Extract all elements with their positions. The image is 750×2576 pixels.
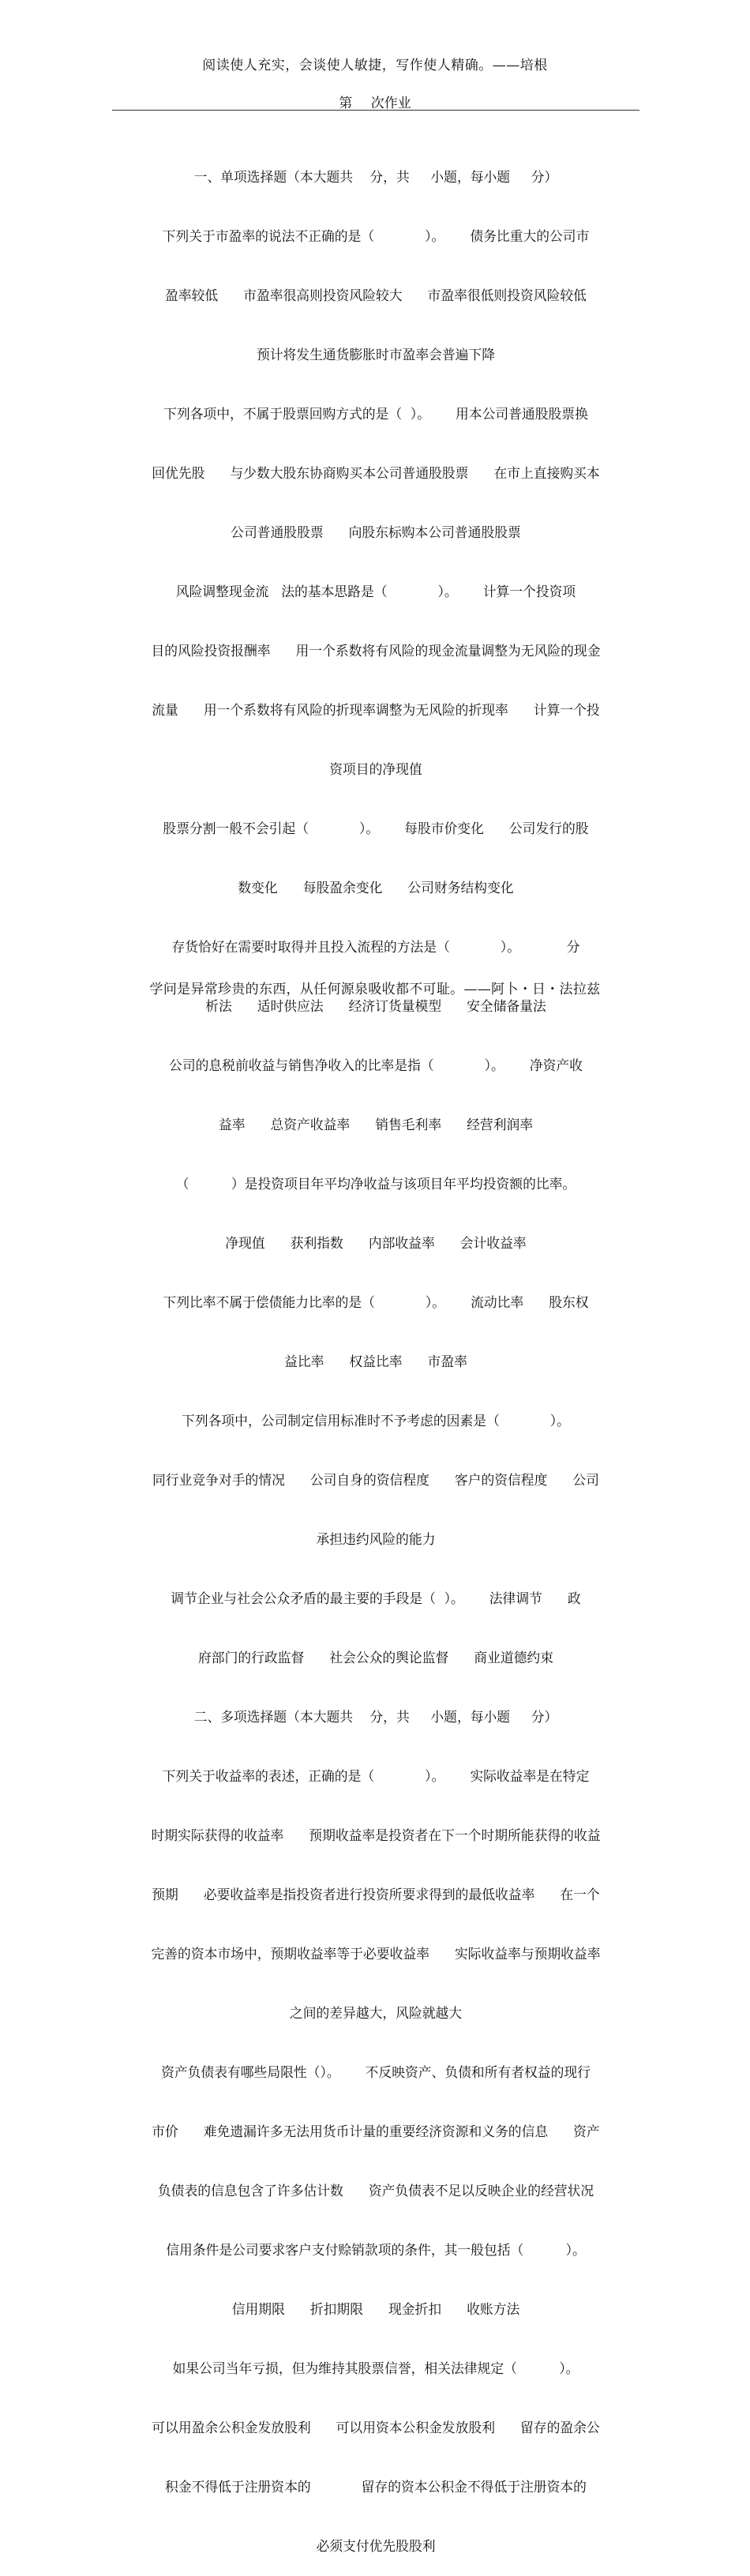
- section-heading-single-choice: 一、单项选择题（本大题共 分，共 小题，每小题 分）: [193, 169, 558, 185]
- body-line: 下列比率不属于偿债能力比率的是（ ）。 流动比率 股东权: [163, 1294, 589, 1310]
- body-line: 信用条件是公司要求客户支付赊销款项的条件，其一般包括（ ）。: [166, 2242, 586, 2258]
- body-line: 承担违约风险的能力: [316, 1531, 436, 1547]
- body-line: 同行业竞争对手的情况 公司自身的资信程度 客户的资信程度 公司: [152, 1472, 599, 1488]
- body-line: 下列关于收益率的表述，正确的是（ ）。 实际收益率是在特定: [162, 1768, 590, 1784]
- body-line: 股票分割一般不会引起（ ）。 每股市价变化 公司发行的股: [163, 820, 589, 836]
- body-line: 调节企业与社会公众矛盾的最主要的手段是（ ）。 法律调节 政: [171, 1590, 581, 1606]
- body-line: 公司的息税前收益与销售净收入的比率是指（ ）。 净资产收: [169, 1057, 583, 1073]
- body-line: 负债表的信息包含了许多估计数 资产负债表不足以反映企业的经营状况: [157, 2183, 594, 2199]
- body-line: 必须支付优先股股利: [316, 2538, 436, 2554]
- body-line: 可以用盈余公积金发放股利 可以用资本公积金发放股利 留存的盈余公: [152, 2420, 600, 2435]
- body-line: 之间的差异越大，风险就越大: [289, 2005, 463, 2021]
- body-line: 回优先股 与少数大股东协商购买本公司普通股股票 在市上直接购买本: [152, 465, 600, 481]
- body-line: 市价 难免遗漏许多无法用货币计量的重要经济资源和义务的信息 资产: [152, 2124, 600, 2139]
- body-line: 益率 总资产收益率 销售毛利率 经营利润率: [218, 1117, 534, 1132]
- body-line: 下列各项中，公司制定信用标准时不予考虑的因素是（ ）。: [182, 1413, 570, 1429]
- body-line: 预期 必要收益率是指投资者进行投资所要求得到的最低收益率 在一个: [152, 1887, 600, 1902]
- document-body: [117, 128, 635, 2576]
- body-line: 资产负债表有哪些局限性（）。 不反映资产、负债和所有者权益的现行: [161, 2064, 591, 2080]
- body-line: （ ）是投资项目年平均净收益与该项目年平均投资额的比率。: [175, 1176, 576, 1192]
- body-line: 完善的资本市场中，预期收益率等于必要收益率 实际收益率与预期收益率: [151, 1946, 601, 1962]
- body-line: 府部门的行政监督 社会公众的舆论监督 商业道德约束: [198, 1650, 553, 1665]
- document-title: 第 次作业: [339, 96, 411, 111]
- title-divider: [112, 110, 639, 111]
- body-line: 目的风险投资报酬率 用一个系数将有风险的现金流量调整为无风险的现金: [151, 643, 601, 659]
- body-line: 净现值 获利指数 内部收益率 会计收益率: [225, 1235, 527, 1251]
- body-line: 存货恰好在需要时取得并且投入流程的方法是（ ）。 分: [171, 939, 580, 955]
- body-line: 风险调整现金流 法的基本思路是（ ）。 计算一个投资项: [175, 584, 576, 599]
- body-line: 流量 用一个系数将有风险的折现率调整为无风险的折现率 计算一个投: [152, 702, 600, 718]
- section-heading-multiple-choice: 二、多项选择题（本大题共 分，共 小题，每小题 分）: [193, 1709, 558, 1725]
- body-line: 资项目的净现值: [329, 761, 422, 777]
- body-line: 析法 适时供应法 经济订货量模型 安全储备量法: [205, 998, 546, 1014]
- footer-quote: 学问是异常珍贵的东西，从任何源泉吸收都不可耻。——阿卜・日・法拉兹: [149, 982, 601, 997]
- body-line: 益比率 权益比率 市盈率: [284, 1354, 467, 1369]
- header-quote: 阅读使人充实，会谈使人敏捷，写作使人精确。——培根: [202, 58, 548, 73]
- body-line: 数变化 每股盈余变化 公司财务结构变化: [238, 880, 514, 896]
- body-line: 如果公司当年亏损，但为维持其股票信誉，相关法律规定（ ）。: [172, 2360, 579, 2376]
- body-line: 积金不得低于注册资本的 留存的资本公积金不得低于注册资本的: [165, 2479, 587, 2495]
- body-line: 预计将发生通货膨胀时市盈率会普遍下降: [256, 347, 496, 362]
- body-line: 下列关于市盈率的说法不正确的是（ ）。 债务比重大的公司市: [162, 228, 590, 244]
- body-line: 时期实际获得的收益率 预期收益率是投资者在下一个时期所能获得的收益: [151, 1827, 601, 1843]
- body-line: 公司普通股股票 向股东标购本公司普通股股票: [231, 524, 521, 540]
- body-line: 盈率较低 市盈率很高则投资风险较大 市盈率很低则投资风险较低: [165, 287, 587, 303]
- body-line: 信用期限 折扣期限 现金折扣 收账方法: [231, 2301, 520, 2317]
- body-line: 下列各项中，不属于股票回购方式的是（ ）。 用本公司普通股股票换: [163, 406, 588, 422]
